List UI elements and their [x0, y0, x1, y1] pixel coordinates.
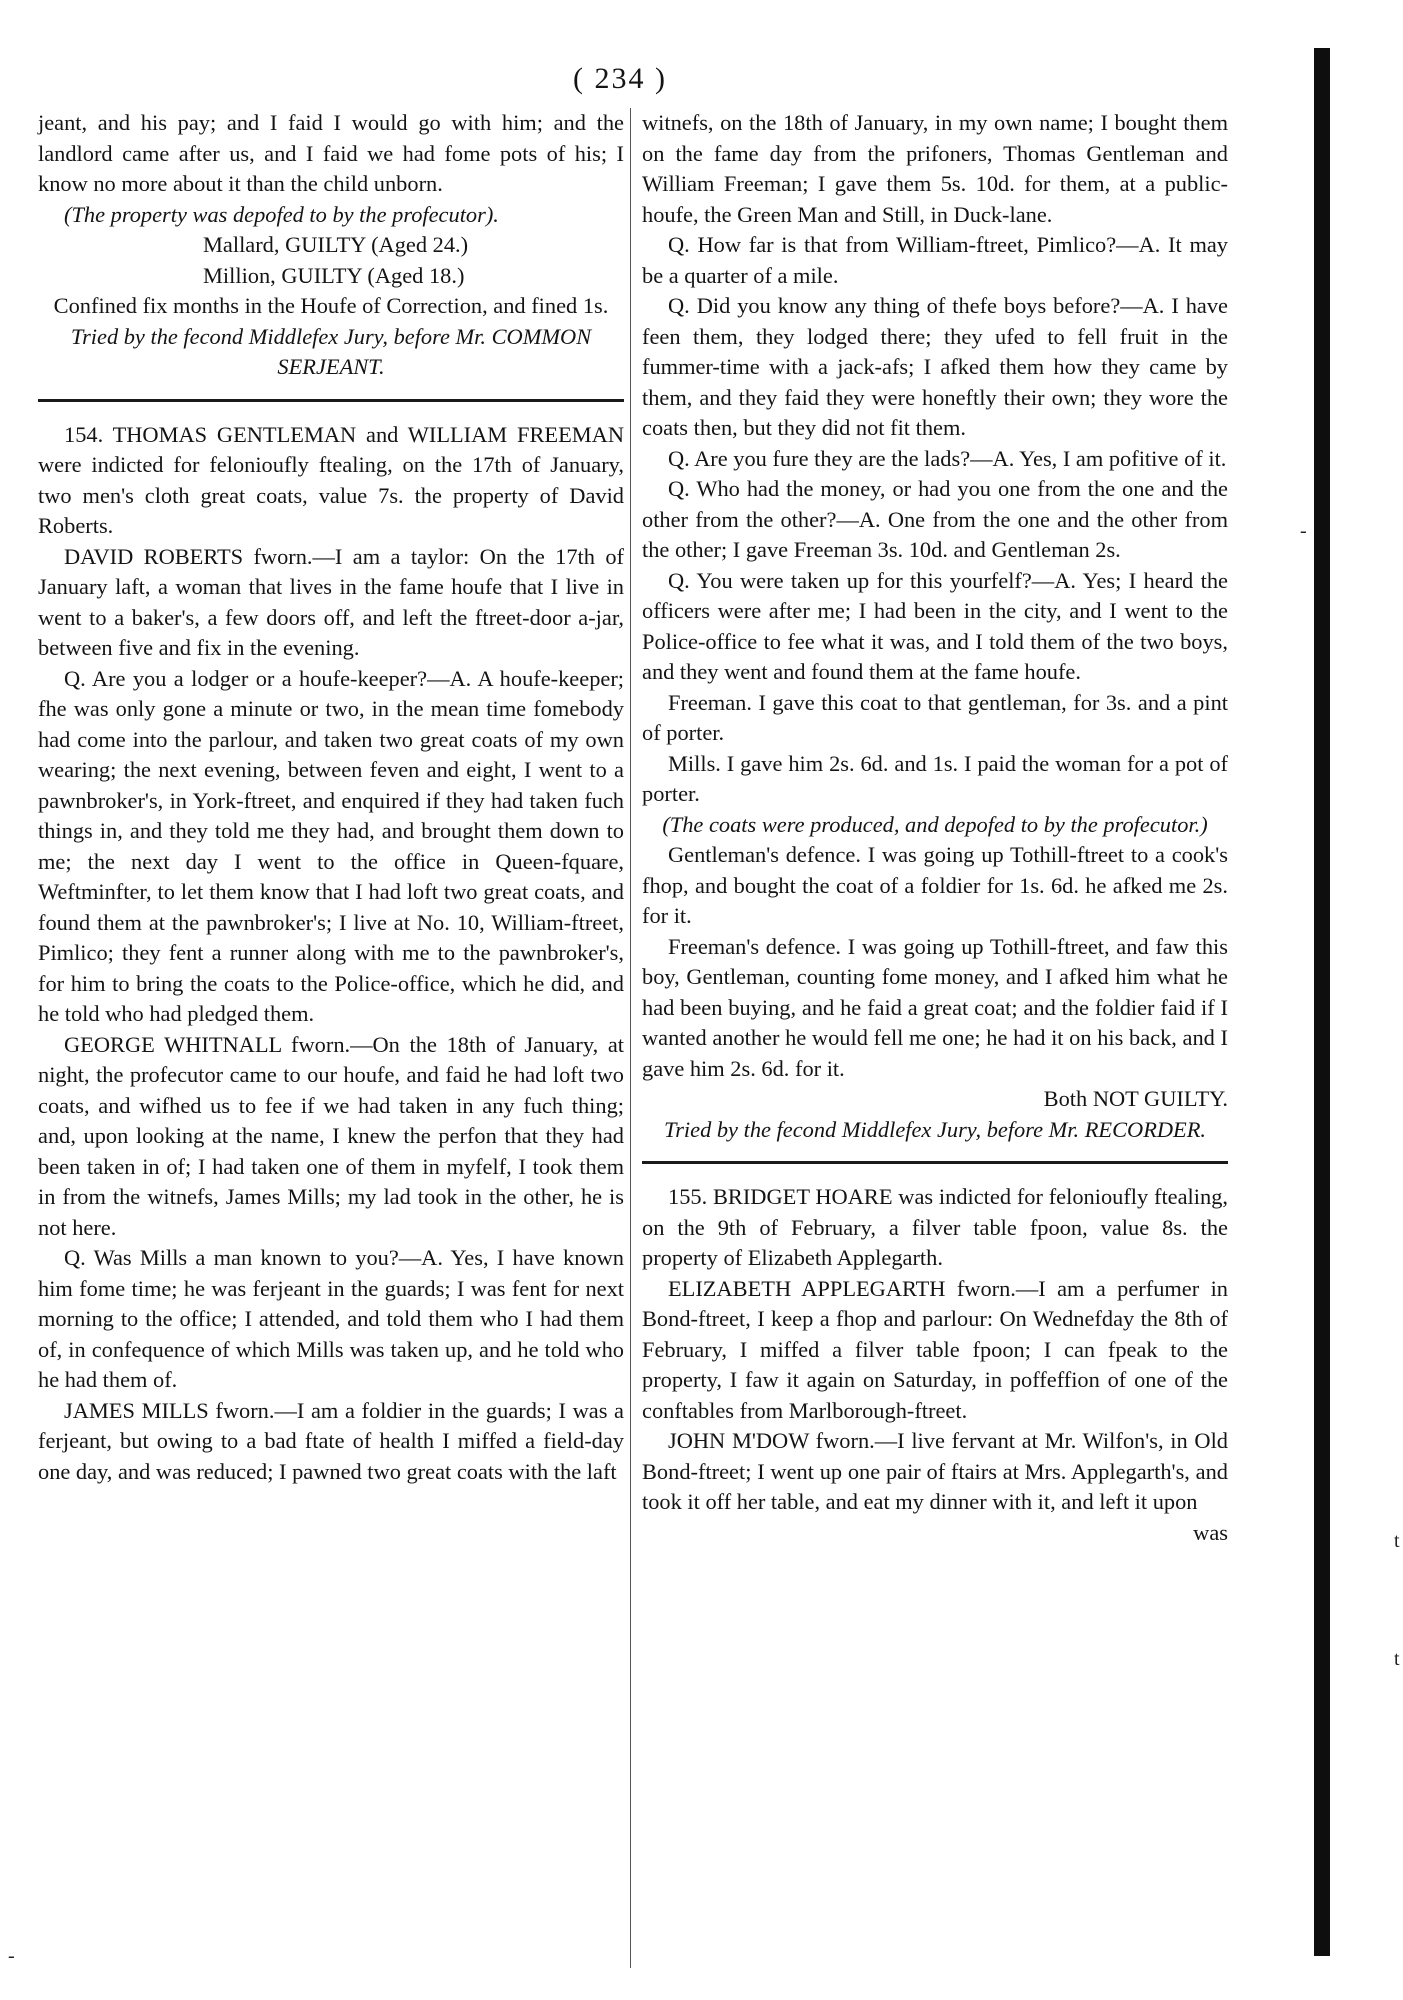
margin-mark: t	[1394, 1648, 1400, 1670]
continued-paragraph: jeant, and his pay; and I faid I would go with him; and the landlord came after us, and I faid we had fome pots of his; I know no more about it than the child unborn.	[38, 110, 624, 196]
paragraph: Freeman. I gave this coat to that gentleman, for 3s. and a pint of porter.	[642, 689, 1228, 745]
paragraph: JAMES MILLS fworn.—I am a foldier in the guards; I was a ferjeant, but owing to a bad ftate of health I miffed a field-day one day, and was reduced; I pawned two great coats with the laft	[38, 1397, 624, 1484]
margin-mark: t	[1394, 1530, 1400, 1552]
continued-paragraph: witnefs, on the 18th of January, in my own name; I bought them on the fame day from the prifoners, Thomas Gentleman and William Freeman; I gave them 5s. 10d. for them, at a public-houfe, the Green Man and Still, in Duck-lane.	[642, 110, 1228, 227]
margin-mark: -	[1300, 520, 1307, 542]
paragraph: 155. BRIDGET HOARE was indicted for felonioufly ftealing, on the 9th of February, a filver table fpoon, value 8s. the property of Elizabeth Applegarth.	[642, 1184, 1228, 1270]
verdict-line: Million, GUILTY (Aged 18.)	[203, 262, 465, 288]
italic-note: Tried by the fecond Middlefex Jury, before Mr. COMMON SERJEANT.	[70, 323, 592, 379]
right-aligned-line: Both NOT GUILTY.	[1043, 1086, 1228, 1111]
paragraph: Q. How far is that from William-ftreet, Pimlico?—A. It may be a quarter of a mile.	[642, 232, 1228, 288]
paragraph: Mills. I gave him 2s. 6d. and 1s. I paid the woman for a pot of porter.	[642, 750, 1228, 806]
margin-mark: -	[8, 1945, 15, 1967]
paragraph: 154. THOMAS GENTLEMAN and WILLIAM FREEMAN were indicted for felonioufly ftealing, on the 17th of January, two men's cloth great coats, value 7s. the property of David Roberts.	[38, 421, 624, 538]
column-divider	[630, 108, 631, 1968]
paragraph: Q. You were taken up for this yourfelf?—A. Yes; I heard the officers were after me; I had been in the city, and I went to the Police-office to fee what it was, and I told them of the two boys, and they went and found them at the fame houfe.	[642, 567, 1228, 684]
section-rule	[642, 1161, 1228, 1164]
paragraph: Q. Was Mills a man known to you?—A. Yes, I have known him fome time; he was ferjeant in the guards; I was fent for next morning to the office; I attended, and told them who I had them of, in confequence of which Mills was taken up, and he told who he had them of.	[38, 1245, 624, 1392]
right-aligned-line: was	[1193, 1519, 1228, 1545]
section-rule	[38, 399, 624, 402]
page-number: ( 234 )	[573, 62, 667, 95]
paragraph: Freeman's defence. I was going up Tothill-ftreet, and faw this boy, Gentleman, counting fome money, and I afked him what he had been buying, and he faid a great coat; and the foldier faid if I wanted another he would fell me one; he had it on his back, and I gave him 2s. 6d. for it.	[642, 933, 1228, 1081]
left-column	[38, 108, 624, 1487]
paragraph: GEORGE WHITNALL fworn.—On the 18th of January, at night, the profecutor came to our houfe, and faid he had loft two coats, and wifhed us to fee if we had taken in any fuch thing; and, upon looking at the name, I knew the perfon that they had been taken in of; I had taken one of them in myfelf, I took them in from the witnefs, James Mills; my lad took in the other, he is not here.	[38, 1031, 624, 1240]
paragraph: DAVID ROBERTS fworn.—I am a taylor: On the 17th of January laft, a woman that lives in the fame houfe that I live in went to a baker's, a few doors off, and left the ftreet-door a-jar, between five and fix in the evening.	[38, 543, 624, 660]
paragraph: Gentleman's defence. I was going up Tothill-ftreet to a cook's fhop, and bought the coat of a foldier for 1s. 6d. he afked me 2s. for it.	[642, 842, 1228, 928]
paragraph: Q. Are you a lodger or a houfe-keeper?—A. A houfe-keeper; fhe was only gone a minute or two, in the mean time fomebody had come into the parlour, and taken two great coats of my own wearing; the next evening, between feven and eight, I went to a pawnbroker's, in York-ftreet, and enquired if they had taken fuch things in, and they told me they had, and brought them down to me; the next day I went to the office in Queen-fquare, Weftminfter, to let them know that I had loft two great coats, and found them at the pawnbroker's; I live at No. 10, William-ftreet, Pimlico; they fent a runner along with me to the pawnbroker's, for him to bring the coats to the Police-office, which he did, and he told who had pledged them.	[38, 665, 624, 1026]
paragraph: Q. Did you know any thing of thefe boys before?—A. I have feen them, they lodged there; they ufed to fell fruit in the fummer-time with a jack-afs; I afked them how they came by them, and they faid they were honeftly their own; they wore the coats then, but they did not fit them.	[642, 293, 1228, 440]
page-edge-bar	[1314, 48, 1330, 1956]
italic-note: (The coats were produced, and depofed to by the profecutor.)	[662, 811, 1208, 837]
right-column	[642, 108, 1228, 1548]
paragraph: Q. Who had the money, or had you one from the one and the other from the other?—A. One from the one and the other from the other; I gave Freeman 3s. 10d. and Gentleman 2s.	[642, 476, 1228, 562]
paragraph: Q. Are you fure they are the lads?—A. Yes, I am pofitive of it.	[668, 445, 1227, 471]
verdict-line: Mallard, GUILTY (Aged 24.)	[203, 232, 469, 257]
paragraph: JOHN M'DOW fworn.—I live fervant at Mr. Wilfon's, in Old Bond-ftreet; I went up one pair of ftairs at Mrs. Applegarth's, and took it off her table, and eat my dinner with it, and left it upon	[642, 1428, 1228, 1514]
paragraph: ELIZABETH APPLEGARTH fworn.—I am a perfumer in Bond-ftreet, I keep a fhop and parlour: On Wednefday the 8th of February, I miffed a filver table fpoon; I can fpeak to the property, I faw it again on Saturday, in poffeffion of one of the conftables from Marlborough-ftreet.	[642, 1275, 1228, 1423]
italic-note: (The property was depofed to by the profecutor).	[64, 201, 499, 227]
italic-note: Tried by the fecond Middlefex Jury, before Mr. RECORDER.	[663, 1116, 1206, 1142]
sentence-line: Confined fix months in the Houfe of Correction, and fined 1s.	[53, 293, 609, 318]
